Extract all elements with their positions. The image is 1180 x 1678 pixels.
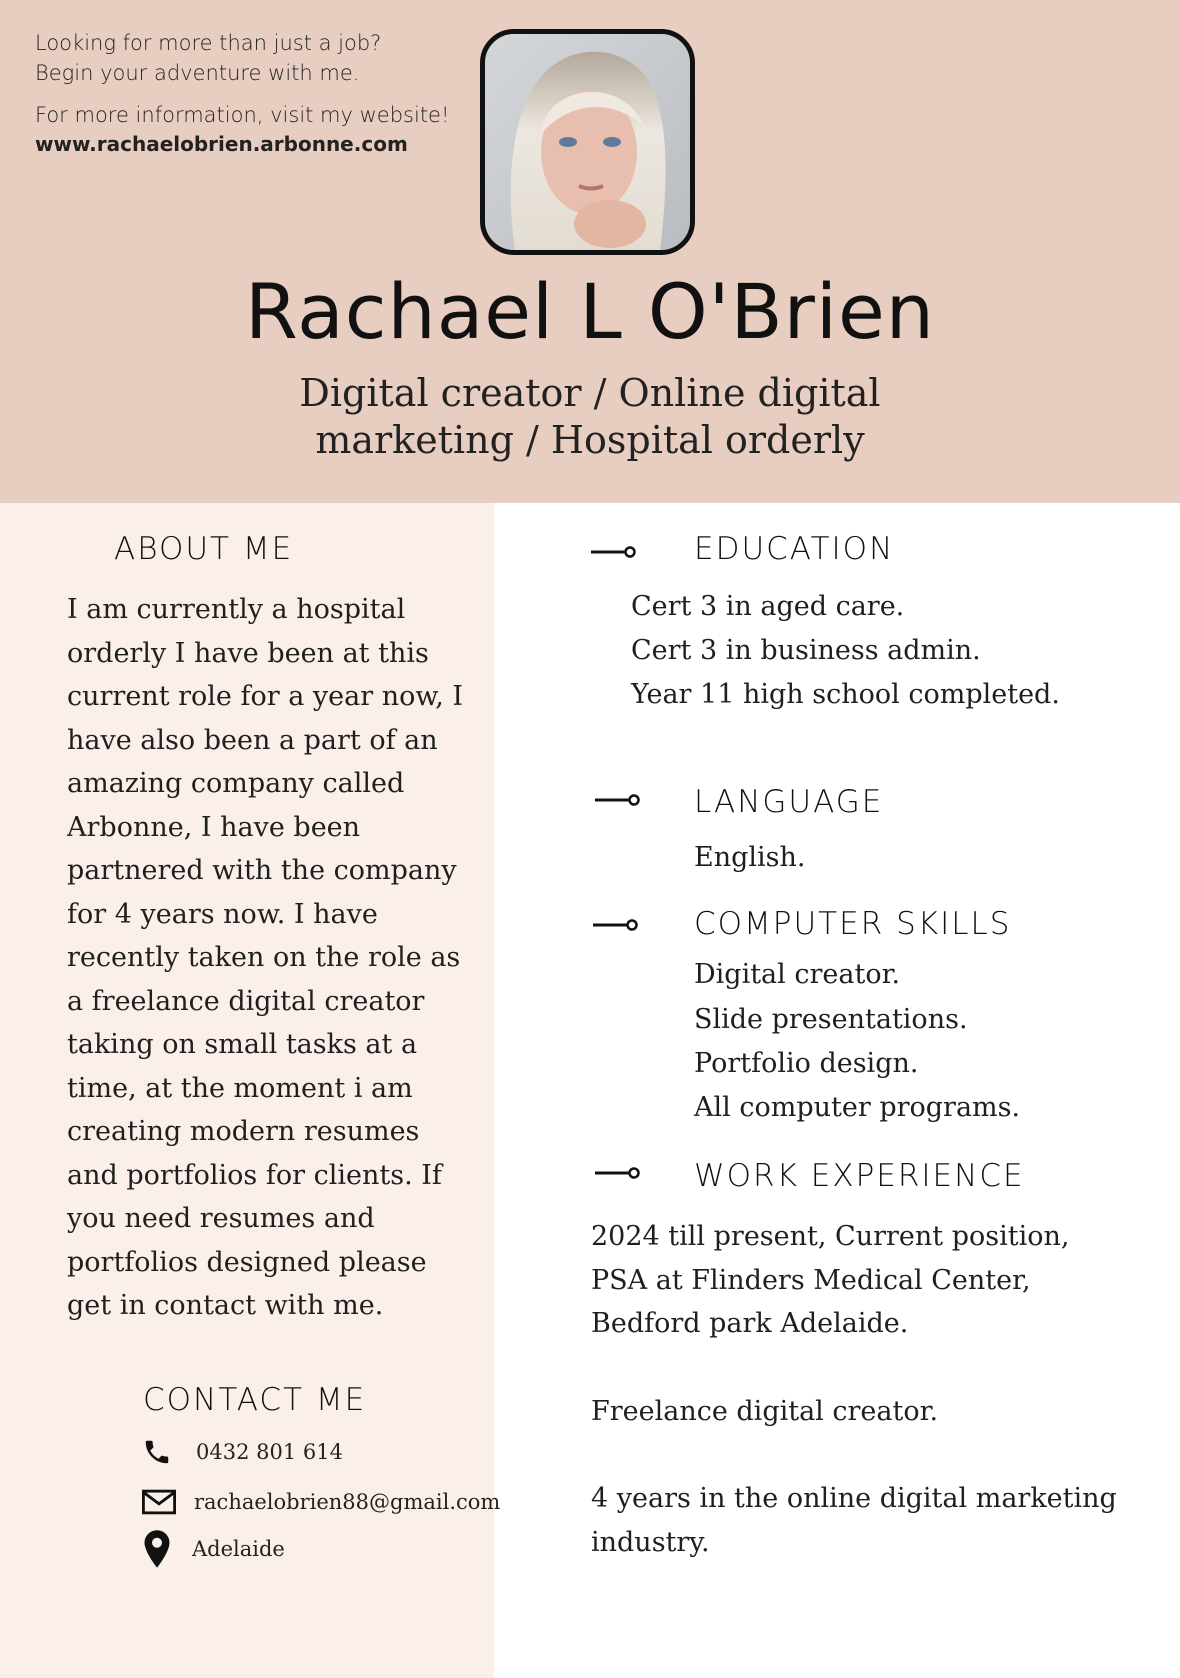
job-title-line-2: marketing / Hospital orderly bbox=[315, 418, 865, 462]
promo-block bbox=[35, 28, 475, 158]
education-item: Cert 3 in business admin. bbox=[631, 635, 981, 666]
contact-phone[interactable] bbox=[142, 1432, 343, 1472]
job-title-line-1: Digital creator / Online digital bbox=[299, 371, 881, 415]
phone-number: 0432 801 614 bbox=[196, 1440, 343, 1464]
email-address: rachaelobrien88@gmail.com bbox=[194, 1490, 501, 1514]
website-link[interactable]: www.rachaelobrien.arbonne.com bbox=[35, 132, 408, 156]
promo-line-1: Looking for more than just a job? bbox=[35, 31, 382, 55]
about-text: I am currently a hospital orderly I have been at this current role for a year now, I have also been a part of an amazing company called Arbonne, I have been partnered with the company for 4 years now. I have recently taken on the role as a freelance digital creator taking on small tasks at a time, at the moment i am creating modern resumes and portfolios for clients. If you need resumes and portfolios designed please get in contact with me. bbox=[67, 594, 464, 1321]
phone-icon bbox=[142, 1435, 176, 1469]
mail-icon bbox=[142, 1485, 176, 1519]
work-heading: WORK EXPERIENCE bbox=[694, 1158, 1025, 1194]
about-heading: ABOUT ME bbox=[114, 531, 294, 567]
skills-heading: COMPUTER SKILLS bbox=[694, 906, 1012, 942]
location-pin-icon bbox=[142, 1532, 176, 1566]
skill-item: Digital creator. bbox=[694, 959, 901, 990]
education-heading: EDUCATION bbox=[694, 531, 895, 567]
language-heading: LANGUAGE bbox=[694, 784, 884, 820]
profile-photo bbox=[480, 29, 695, 255]
language-arrow-icon bbox=[595, 792, 641, 808]
contact-location bbox=[142, 1529, 285, 1569]
work-entry: 4 years in the online digital marketing industry. bbox=[591, 1483, 1117, 1558]
skills-arrow-icon bbox=[593, 917, 639, 933]
education-item: Year 11 high school completed. bbox=[631, 679, 1060, 710]
work-entry: Freelance digital creator. bbox=[591, 1396, 939, 1427]
job-title bbox=[290, 370, 890, 464]
education-arrow-icon bbox=[591, 544, 637, 560]
profile-photo-image bbox=[485, 34, 690, 250]
contact-heading: CONTACT ME bbox=[143, 1382, 367, 1418]
work-arrow-icon bbox=[595, 1165, 641, 1181]
work-entry: 2024 till present, Current position, PSA at Flinders Medical Center, Bedford park Adelaide. bbox=[591, 1221, 1070, 1339]
contact-email[interactable] bbox=[142, 1482, 500, 1522]
promo-line-2: Begin your adventure with me. bbox=[35, 61, 360, 85]
education-item: Cert 3 in aged care. bbox=[631, 591, 905, 622]
location-text: Adelaide bbox=[192, 1537, 285, 1561]
promo-line-3: For more information, visit my website! bbox=[35, 103, 450, 127]
full-name: Rachael L O'Brien bbox=[245, 267, 935, 356]
skill-item: Portfolio design. bbox=[694, 1048, 919, 1079]
skill-item: Slide presentations. bbox=[694, 1004, 968, 1035]
skill-item: All computer programs. bbox=[694, 1092, 1021, 1123]
language-item: English. bbox=[694, 842, 806, 873]
